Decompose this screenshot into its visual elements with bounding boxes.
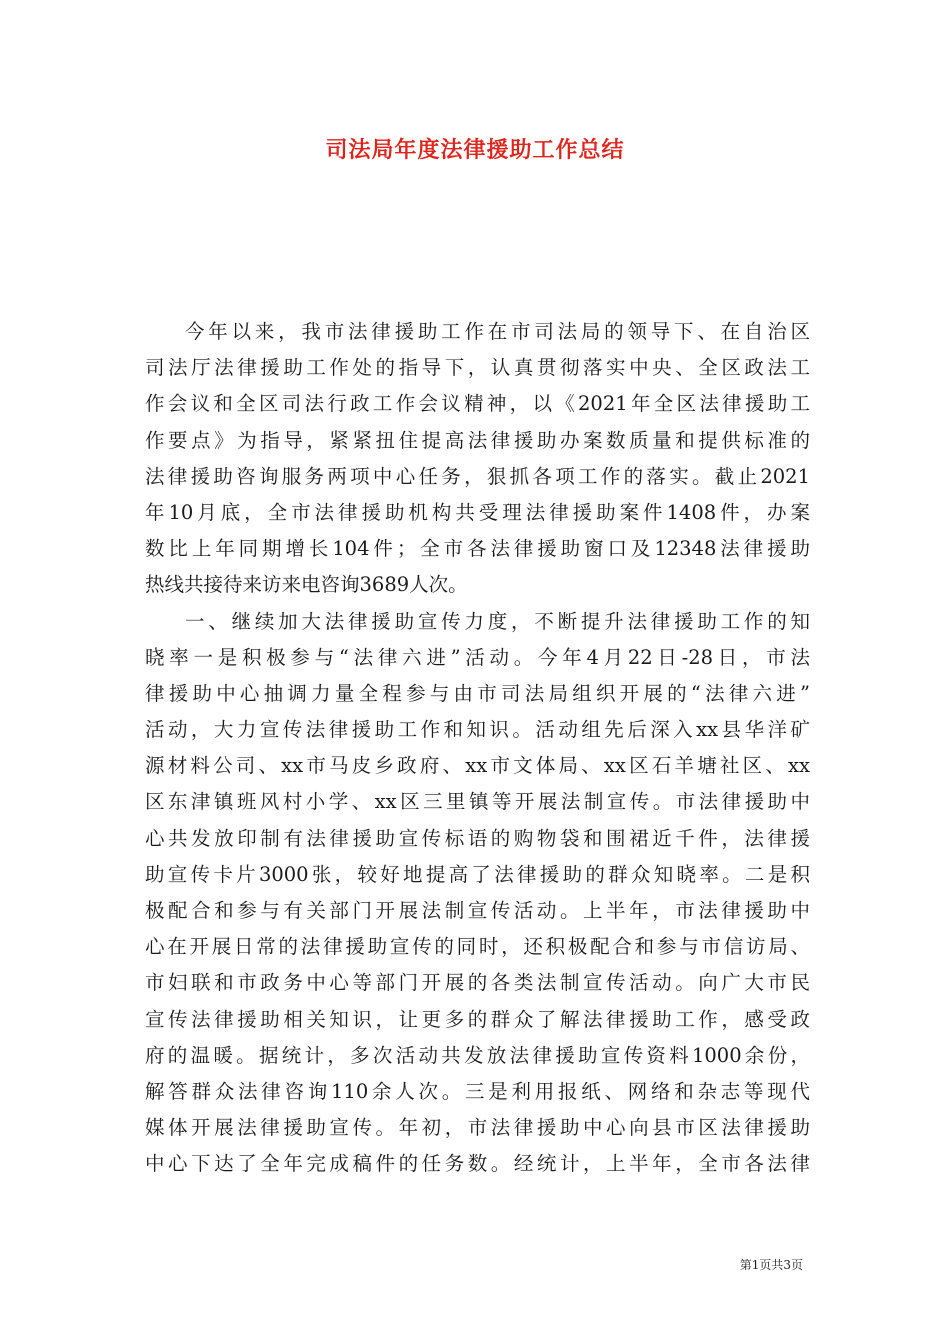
paragraph-line: 市妇联和市政务中心等部门开展的各类法制宣传活动。向广大市民 [145, 971, 810, 995]
paragraph-line: 区东津镇班风村小学、xx区三里镇等开展法制宣传。市法律援助中 [145, 790, 810, 814]
paragraph-line: 司法厅法律援助工作处的指导下，认真贯彻落实中央、全区政法工 [145, 356, 810, 380]
page-number: 第1页共3页 [739, 1258, 803, 1272]
paragraph-line: 助宣传卡片3000张，较好地提高了法律援助的群众知晓率。二是积 [145, 862, 810, 886]
paragraph-line: 今年以来，我市法律援助工作在市司法局的领导下、在自治区 [185, 320, 810, 343]
paragraph-line: 媒体开展法律援助宣传。年初，市法律援助中心向县市区法律援助 [145, 1116, 810, 1140]
paragraph-line: 心在开展日常的法律援助宣传的同时，还积极配合和参与市信访局、 [145, 935, 810, 959]
paragraph-line: 法律援助咨询服务两项中心任务，狠抓各项工作的落实。截止2021 [145, 464, 810, 488]
paragraph-line: 极配合和参与有关部门开展法制宣传活动。上半年，市法律援助中 [145, 899, 810, 922]
paragraph-line: 律援助中心抽调力量全程参与由市司法局组织开展的“法律六进” [145, 681, 810, 705]
paragraph-line: 中心下达了全年完成稿件的任务数。经统计，上半年，全市各法律 [145, 1152, 810, 1176]
paragraph-line: 宣传法律援助相关知识，让更多的群众了解法律援助工作，感受政 [145, 1007, 810, 1031]
paragraph-line: 热线共接待来访来电咨询3689人次。 [145, 573, 468, 597]
paragraph-line: 作会议和全区司法行政工作会议精神，以《2021年全区法律援助工 [145, 392, 810, 416]
paragraph-line: 晓率一是积极参与“法律六进”活动。今年4月22日-28日，市法 [145, 645, 810, 669]
document-title: 司法局年度法律援助工作总结 [325, 137, 625, 163]
paragraph-line: 数比上年同期增长104件；全市各法律援助窗口及12348法律援助 [145, 537, 810, 561]
paragraph-line: 府的温暖。据统计，多次活动共发放法律援助宣传资料1000余份， [145, 1043, 810, 1067]
paragraph-line: 源材料公司、xx市马皮乡政府、xx市文体局、xx区石羊塘社区、xx [145, 754, 810, 778]
document-body [145, 314, 810, 1183]
paragraph-line: 活动，大力宣传法律援助工作和知识。活动组先后深入xx县华洋矿 [145, 718, 810, 742]
paragraph-line: 作要点》为指导，紧紧扭住提高法律援助办案数质量和提供标准的 [145, 428, 810, 452]
paragraph-line: 一、继续加大法律援助宣传力度，不断提升法律援助工作的知 [185, 609, 810, 633]
paragraph-line: 年10月底，全市法律援助机构共受理法律援助案件1408件，办案 [145, 500, 810, 524]
paragraph-line: 心共发放印制有法律援助宣传标语的购物袋和围裙近千件，法律援 [145, 826, 810, 850]
paragraph-line: 解答群众法律咨询110余人次。三是利用报纸、网络和杂志等现代 [145, 1079, 810, 1103]
